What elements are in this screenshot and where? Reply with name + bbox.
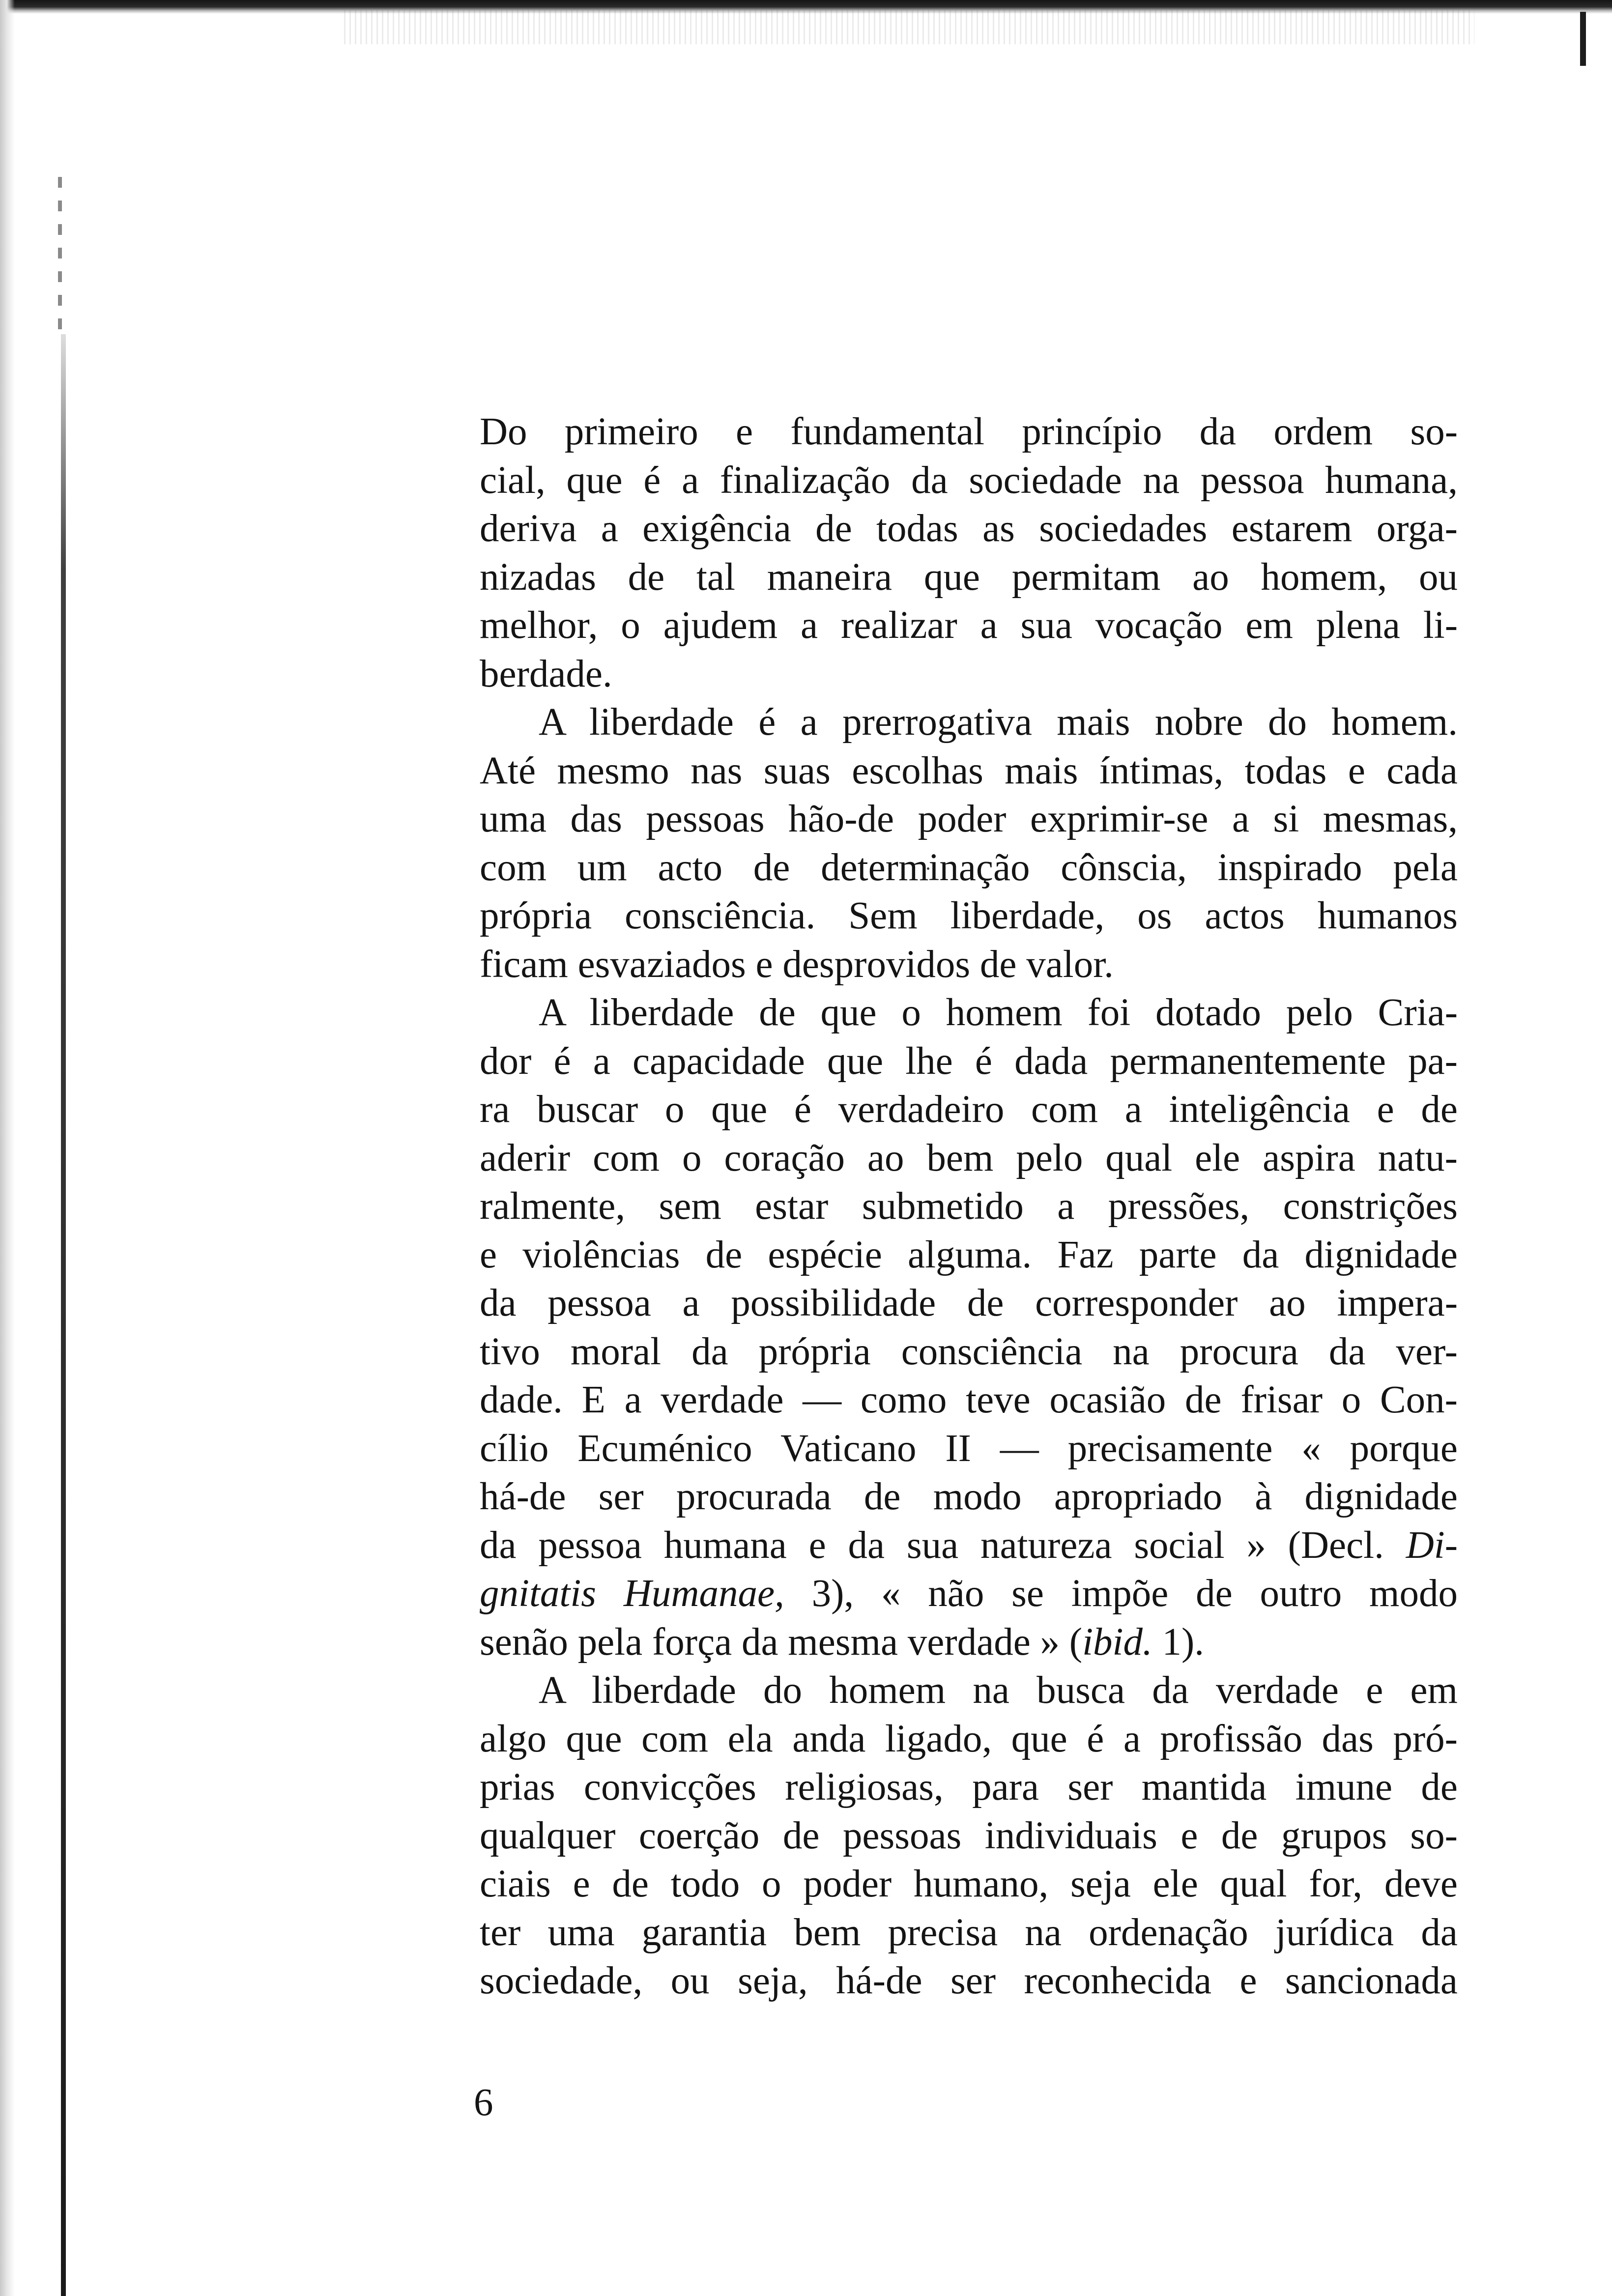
scan-top-right-mark <box>1580 12 1586 66</box>
scan-binding-shadow <box>61 334 66 2296</box>
text-line-with-italic <box>480 1570 1458 1618</box>
text-line: A liberdade do homem na busca da verdade e em <box>539 1669 1458 1712</box>
text-line: ra buscar o que é verdadeiro com a inteligência e de <box>480 1088 1458 1131</box>
text-line-with-italic <box>480 1618 1458 1667</box>
text-line: A liberdade de que o homem foi dotado pelo Cria- <box>539 991 1458 1034</box>
text-line: Do primeiro e fundamental princípio da ordem so- <box>480 410 1458 453</box>
scan-left-edge <box>0 0 15 2296</box>
scan-top-noise <box>344 10 1474 44</box>
page-number: 6 <box>474 2081 493 2124</box>
text-line: melhor, o ajudem a realizar a sua vocação em plena li- <box>480 604 1458 647</box>
paragraph-2 <box>480 698 1458 989</box>
scan-binding-upper <box>58 177 62 339</box>
paragraph-4 <box>480 1666 1458 2006</box>
text-line: ficam esvaziados e desprovidos de valor. <box>480 943 1114 986</box>
text-line: nizadas de tal maneira que permitam ao homem, ou <box>480 555 1458 599</box>
paragraph-1 <box>480 408 1458 698</box>
text-line: prias convicções religiosas, para ser mantida imune de <box>480 1766 1458 1808</box>
italic-run: Di- <box>1406 1523 1458 1567</box>
text-run: 1). <box>1152 1620 1205 1664</box>
text-line: dade. E a verdade — como teve ocasião de frisar o Con- <box>480 1378 1458 1421</box>
text-run: 3), « não se impõe de outro modo <box>784 1572 1458 1615</box>
text-line: cial, que é a finalização da sociedade na pessoa humana, <box>480 459 1458 502</box>
text-line: dor é a capacidade que lhe é dada permanentemente pa- <box>480 1039 1458 1083</box>
text-line: deriva a exigência de todas as sociedades estarem orga- <box>480 507 1458 550</box>
text-line: Até mesmo nas suas escolhas mais íntimas, todas e cada <box>480 749 1458 792</box>
text-line: com um acto de determinação cônscia, inspirado pela <box>480 846 1458 889</box>
text-line: cílio Ecuménico Vaticano II — precisamente « porque <box>480 1427 1458 1470</box>
text-line: da pessoa a possibilidade de corresponder ao impera- <box>480 1282 1458 1324</box>
text-line: algo que com ela anda ligado, que é a profissão das pró- <box>480 1717 1458 1760</box>
text-line: aderir com o coração ao bem pelo qual ele aspira natu- <box>480 1136 1458 1179</box>
text-line: própria consciência. Sem liberdade, os actos humanos <box>480 894 1458 937</box>
paragraph-3 <box>480 989 1458 1666</box>
text-line: há-de ser procurada de modo apropriado à dignidade <box>480 1475 1458 1518</box>
text-line: berdade. <box>480 652 612 695</box>
italic-run: ibid. <box>1082 1620 1152 1664</box>
text-line: e violências de espécie alguma. Faz parte da dignidade <box>480 1233 1458 1276</box>
text-line: sociedade, ou seja, há-de ser reconhecida e sancionada <box>480 1959 1458 2002</box>
text-line: ralmente, sem estar submetido a pressões, constrições <box>480 1185 1458 1228</box>
text-line: uma das pessoas hão-de poder exprimir-se a si mesmas, <box>480 798 1458 840</box>
body-text <box>480 408 1458 2006</box>
text-line: ter uma garantia bem precisa na ordenação jurídica da <box>480 1911 1458 1954</box>
text-line: ciais e de todo o poder humano, seja ele qual for, deve <box>480 1863 1458 1905</box>
text-line: tivo moral da própria consciência na procura da ver- <box>480 1330 1458 1373</box>
text-line: qualquer coerção de pessoas individuais e de grupos so- <box>480 1814 1458 1857</box>
text-run: senão pela força da mesma verdade » ( <box>480 1620 1083 1664</box>
text-line: A liberdade é a prerrogativa mais nobre do homem. <box>539 701 1458 744</box>
text-line-with-italic <box>480 1521 1458 1570</box>
italic-run: gnitatis Humanae, <box>480 1572 784 1615</box>
text-run: da pessoa humana e da sua natureza social » (Decl. <box>480 1523 1406 1567</box>
